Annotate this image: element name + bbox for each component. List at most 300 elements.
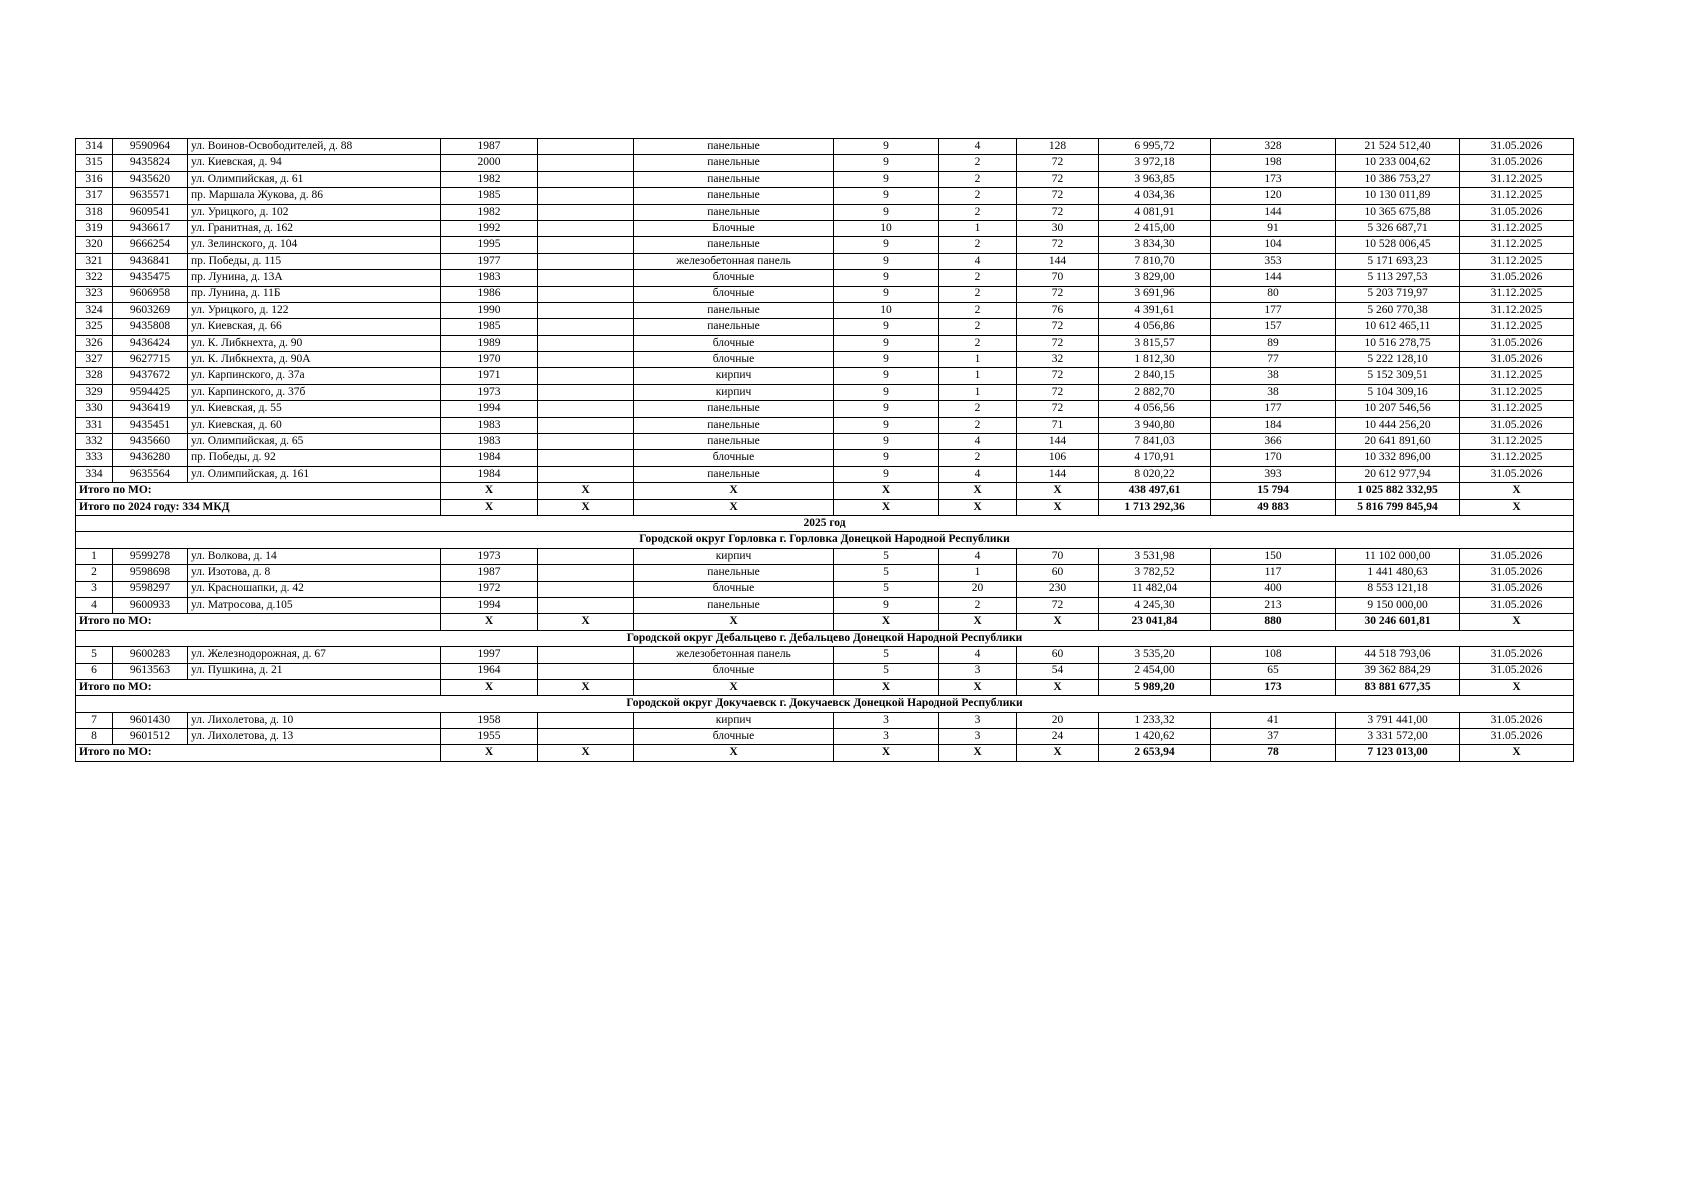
table-row bbox=[76, 466, 1574, 482]
address-cell: ул. Урицкого, д. 122 bbox=[188, 302, 441, 318]
row-number-cell: 315 bbox=[76, 155, 113, 171]
table-row bbox=[76, 368, 1574, 384]
row-number-cell: 325 bbox=[76, 319, 113, 335]
floors-cell: 9 bbox=[834, 188, 939, 204]
apartments-cell: 72 bbox=[1017, 155, 1099, 171]
floors-cell: 9 bbox=[834, 139, 939, 155]
area-cell: 2 415,00 bbox=[1099, 220, 1211, 236]
area-cell: 1 420,62 bbox=[1099, 729, 1211, 745]
floors-cell: 9 bbox=[834, 335, 939, 351]
x-cell: X bbox=[538, 745, 634, 761]
deadline-cell: 31.05.2026 bbox=[1460, 335, 1574, 351]
address-cell: ул. Железнодорожная, д. 67 bbox=[188, 647, 441, 663]
residents-cell: 104 bbox=[1211, 237, 1336, 253]
cost-cell: 5 260 770,38 bbox=[1336, 302, 1460, 318]
x-cell: X bbox=[441, 483, 538, 499]
house-id-cell: 9627715 bbox=[113, 352, 188, 368]
area-cell: 3 691,96 bbox=[1099, 286, 1211, 302]
year-cell: 1994 bbox=[441, 401, 538, 417]
house-id-cell: 9435451 bbox=[113, 417, 188, 433]
apartments-cell: 230 bbox=[1017, 581, 1099, 597]
total-residents-cell: 15 794 bbox=[1211, 483, 1336, 499]
area-cell: 6 995,72 bbox=[1099, 139, 1211, 155]
house-id-cell: 9435620 bbox=[113, 171, 188, 187]
row-number-cell: 330 bbox=[76, 401, 113, 417]
total-cost-cell: 1 025 882 332,95 bbox=[1336, 483, 1460, 499]
area-cell: 4 170,91 bbox=[1099, 450, 1211, 466]
year-cell: 1982 bbox=[441, 171, 538, 187]
residents-cell: 65 bbox=[1211, 663, 1336, 679]
address-cell: ул. Волкова, д. 14 bbox=[188, 548, 441, 564]
x-cell: X bbox=[538, 499, 634, 515]
table-row bbox=[76, 729, 1574, 745]
area-cell: 8 020,22 bbox=[1099, 466, 1211, 482]
apartments-cell: 71 bbox=[1017, 417, 1099, 433]
floors-cell: 9 bbox=[834, 417, 939, 433]
area-cell: 4 081,91 bbox=[1099, 204, 1211, 220]
deadline-cell: 31.05.2026 bbox=[1460, 581, 1574, 597]
row-number-cell: 333 bbox=[76, 450, 113, 466]
year-cell: 1958 bbox=[441, 712, 538, 728]
area-cell: 4 391,61 bbox=[1099, 302, 1211, 318]
floors-cell: 9 bbox=[834, 450, 939, 466]
table-row bbox=[76, 155, 1574, 171]
wall-material-cell: блочные bbox=[634, 663, 834, 679]
floors-cell: 10 bbox=[834, 220, 939, 236]
house-id-cell: 9436419 bbox=[113, 401, 188, 417]
area-cell: 4 034,36 bbox=[1099, 188, 1211, 204]
deadline-cell: 31.05.2026 bbox=[1460, 712, 1574, 728]
year-cell: 1994 bbox=[441, 597, 538, 613]
year-cell: 1987 bbox=[441, 139, 538, 155]
table-row bbox=[76, 237, 1574, 253]
area-cell: 4 245,30 bbox=[1099, 597, 1211, 613]
area-cell: 3 834,30 bbox=[1099, 237, 1211, 253]
residents-cell: 157 bbox=[1211, 319, 1336, 335]
deadline-cell: 31.12.2025 bbox=[1460, 319, 1574, 335]
residents-cell: 38 bbox=[1211, 384, 1336, 400]
apartments-cell: 72 bbox=[1017, 319, 1099, 335]
residents-cell: 108 bbox=[1211, 647, 1336, 663]
table-row bbox=[76, 565, 1574, 581]
cost-cell: 8 553 121,18 bbox=[1336, 581, 1460, 597]
empty-cell bbox=[538, 450, 634, 466]
wall-material-cell: блочные bbox=[634, 286, 834, 302]
floors-cell: 9 bbox=[834, 237, 939, 253]
cost-cell: 10 233 004,62 bbox=[1336, 155, 1460, 171]
address-cell: ул. Карпинского, д. 37а bbox=[188, 368, 441, 384]
residents-cell: 150 bbox=[1211, 548, 1336, 564]
entrances-cell: 1 bbox=[939, 384, 1017, 400]
section-header: 2025 год bbox=[76, 515, 1574, 531]
apartments-cell: 30 bbox=[1017, 220, 1099, 236]
total-area-cell: 438 497,61 bbox=[1099, 483, 1211, 499]
apartments-cell: 70 bbox=[1017, 270, 1099, 286]
section-header: Городской округ Докучаевск г. Докучаевск Донецкой Народной Республики bbox=[76, 696, 1574, 712]
deadline-cell: 31.12.2025 bbox=[1460, 237, 1574, 253]
year-cell: 1984 bbox=[441, 450, 538, 466]
section-header-row bbox=[76, 696, 1574, 712]
address-cell: ул. Киевская, д. 60 bbox=[188, 417, 441, 433]
apartments-cell: 72 bbox=[1017, 368, 1099, 384]
deadline-cell: 31.12.2025 bbox=[1460, 401, 1574, 417]
empty-cell bbox=[538, 188, 634, 204]
area-cell: 3 963,85 bbox=[1099, 171, 1211, 187]
residents-cell: 177 bbox=[1211, 302, 1336, 318]
residents-cell: 184 bbox=[1211, 417, 1336, 433]
house-id-cell: 9598297 bbox=[113, 581, 188, 597]
wall-material-cell: кирпич bbox=[634, 368, 834, 384]
entrances-cell: 4 bbox=[939, 647, 1017, 663]
address-cell: ул. Лихолетова, д. 13 bbox=[188, 729, 441, 745]
table-row bbox=[76, 319, 1574, 335]
deadline-cell: 31.05.2026 bbox=[1460, 352, 1574, 368]
row-number-cell: 316 bbox=[76, 171, 113, 187]
row-number-cell: 6 bbox=[76, 663, 113, 679]
entrances-cell: 2 bbox=[939, 417, 1017, 433]
x-cell: X bbox=[441, 745, 538, 761]
floors-cell: 9 bbox=[834, 352, 939, 368]
wall-material-cell: Блочные bbox=[634, 220, 834, 236]
wall-material-cell: панельные bbox=[634, 302, 834, 318]
entrances-cell: 2 bbox=[939, 270, 1017, 286]
floors-cell: 9 bbox=[834, 270, 939, 286]
address-cell: пр. Победы, д. 92 bbox=[188, 450, 441, 466]
address-cell: ул. Изотова, д. 8 bbox=[188, 565, 441, 581]
total-residents-cell: 78 bbox=[1211, 745, 1336, 761]
cost-cell: 10 516 278,75 bbox=[1336, 335, 1460, 351]
empty-cell bbox=[538, 237, 634, 253]
wall-material-cell: блочные bbox=[634, 352, 834, 368]
total-area-cell: 23 041,84 bbox=[1099, 614, 1211, 630]
house-id-cell: 9436841 bbox=[113, 253, 188, 269]
floors-cell: 5 bbox=[834, 581, 939, 597]
house-id-cell: 9435475 bbox=[113, 270, 188, 286]
total-row bbox=[76, 745, 1574, 761]
total-area-cell: 1 713 292,36 bbox=[1099, 499, 1211, 515]
entrances-cell: 2 bbox=[939, 155, 1017, 171]
table-row bbox=[76, 663, 1574, 679]
residents-cell: 80 bbox=[1211, 286, 1336, 302]
floors-cell: 9 bbox=[834, 401, 939, 417]
floors-cell: 3 bbox=[834, 712, 939, 728]
empty-cell bbox=[538, 417, 634, 433]
wall-material-cell: панельные bbox=[634, 417, 834, 433]
table-row bbox=[76, 335, 1574, 351]
x-cell: X bbox=[634, 499, 834, 515]
house-id-cell: 9600933 bbox=[113, 597, 188, 613]
total-area-cell: 2 653,94 bbox=[1099, 745, 1211, 761]
floors-cell: 9 bbox=[834, 368, 939, 384]
apartments-cell: 60 bbox=[1017, 565, 1099, 581]
wall-material-cell: кирпич bbox=[634, 712, 834, 728]
area-cell: 4 056,56 bbox=[1099, 401, 1211, 417]
wall-material-cell: панельные bbox=[634, 597, 834, 613]
entrances-cell: 20 bbox=[939, 581, 1017, 597]
wall-material-cell: блочные bbox=[634, 729, 834, 745]
floors-cell: 9 bbox=[834, 253, 939, 269]
deadline-cell: 31.12.2025 bbox=[1460, 302, 1574, 318]
house-id-cell: 9435824 bbox=[113, 155, 188, 171]
row-number-cell: 7 bbox=[76, 712, 113, 728]
apartments-cell: 72 bbox=[1017, 597, 1099, 613]
year-cell: 1983 bbox=[441, 434, 538, 450]
x-cell: X bbox=[1017, 483, 1099, 499]
table-row bbox=[76, 434, 1574, 450]
address-cell: ул. Киевская, д. 66 bbox=[188, 319, 441, 335]
entrances-cell: 1 bbox=[939, 352, 1017, 368]
house-id-cell: 9435808 bbox=[113, 319, 188, 335]
empty-cell bbox=[538, 204, 634, 220]
cost-cell: 10 130 011,89 bbox=[1336, 188, 1460, 204]
x-cell: X bbox=[538, 679, 634, 695]
house-id-cell: 9599278 bbox=[113, 548, 188, 564]
x-cell: X bbox=[441, 679, 538, 695]
entrances-cell: 4 bbox=[939, 434, 1017, 450]
house-id-cell: 9437672 bbox=[113, 368, 188, 384]
area-cell: 3 829,00 bbox=[1099, 270, 1211, 286]
house-id-cell: 9601430 bbox=[113, 712, 188, 728]
year-cell: 1986 bbox=[441, 286, 538, 302]
houses-table bbox=[75, 138, 1574, 762]
area-cell: 7 810,70 bbox=[1099, 253, 1211, 269]
apartments-cell: 72 bbox=[1017, 237, 1099, 253]
row-number-cell: 328 bbox=[76, 368, 113, 384]
wall-material-cell: железобетонная панель bbox=[634, 647, 834, 663]
empty-cell bbox=[538, 466, 634, 482]
year-cell: 1997 bbox=[441, 647, 538, 663]
table-row bbox=[76, 647, 1574, 663]
empty-cell bbox=[538, 647, 634, 663]
floors-cell: 5 bbox=[834, 565, 939, 581]
empty-cell bbox=[538, 434, 634, 450]
cost-cell: 5 152 309,51 bbox=[1336, 368, 1460, 384]
x-cell: X bbox=[1460, 679, 1574, 695]
apartments-cell: 72 bbox=[1017, 384, 1099, 400]
area-cell: 2 454,00 bbox=[1099, 663, 1211, 679]
year-cell: 1972 bbox=[441, 581, 538, 597]
entrances-cell: 1 bbox=[939, 368, 1017, 384]
deadline-cell: 31.05.2026 bbox=[1460, 647, 1574, 663]
row-number-cell: 321 bbox=[76, 253, 113, 269]
total-residents-cell: 49 883 bbox=[1211, 499, 1336, 515]
table-row bbox=[76, 270, 1574, 286]
address-cell: пр. Маршала Жукова, д. 86 bbox=[188, 188, 441, 204]
entrances-cell: 3 bbox=[939, 712, 1017, 728]
wall-material-cell: панельные bbox=[634, 188, 834, 204]
wall-material-cell: кирпич bbox=[634, 548, 834, 564]
floors-cell: 9 bbox=[834, 286, 939, 302]
cost-cell: 5 203 719,97 bbox=[1336, 286, 1460, 302]
row-number-cell: 334 bbox=[76, 466, 113, 482]
wall-material-cell: панельные bbox=[634, 434, 834, 450]
total-residents-cell: 880 bbox=[1211, 614, 1336, 630]
house-id-cell: 9590964 bbox=[113, 139, 188, 155]
total-label: Итого по 2024 году: 334 МКД bbox=[76, 499, 441, 515]
x-cell: X bbox=[1017, 614, 1099, 630]
floors-cell: 9 bbox=[834, 171, 939, 187]
row-number-cell: 5 bbox=[76, 647, 113, 663]
area-cell: 7 841,03 bbox=[1099, 434, 1211, 450]
x-cell: X bbox=[538, 483, 634, 499]
entrances-cell: 1 bbox=[939, 220, 1017, 236]
x-cell: X bbox=[1017, 679, 1099, 695]
deadline-cell: 31.12.2025 bbox=[1460, 434, 1574, 450]
entrances-cell: 1 bbox=[939, 565, 1017, 581]
deadline-cell: 31.12.2025 bbox=[1460, 450, 1574, 466]
apartments-cell: 72 bbox=[1017, 335, 1099, 351]
address-cell: ул. Красношапки, д. 42 bbox=[188, 581, 441, 597]
cost-cell: 5 113 297,53 bbox=[1336, 270, 1460, 286]
empty-cell bbox=[538, 335, 634, 351]
x-cell: X bbox=[1460, 483, 1574, 499]
table-row bbox=[76, 401, 1574, 417]
deadline-cell: 31.05.2026 bbox=[1460, 597, 1574, 613]
empty-cell bbox=[538, 155, 634, 171]
residents-cell: 213 bbox=[1211, 597, 1336, 613]
deadline-cell: 31.05.2026 bbox=[1460, 663, 1574, 679]
cost-cell: 9 150 000,00 bbox=[1336, 597, 1460, 613]
row-number-cell: 327 bbox=[76, 352, 113, 368]
house-id-cell: 9600283 bbox=[113, 647, 188, 663]
area-cell: 3 940,80 bbox=[1099, 417, 1211, 433]
table-row bbox=[76, 548, 1574, 564]
area-cell: 3 535,20 bbox=[1099, 647, 1211, 663]
apartments-cell: 144 bbox=[1017, 466, 1099, 482]
entrances-cell: 2 bbox=[939, 286, 1017, 302]
apartments-cell: 72 bbox=[1017, 204, 1099, 220]
wall-material-cell: блочные bbox=[634, 270, 834, 286]
cost-cell: 10 612 465,11 bbox=[1336, 319, 1460, 335]
area-cell: 3 531,98 bbox=[1099, 548, 1211, 564]
floors-cell: 5 bbox=[834, 663, 939, 679]
total-cost-cell: 83 881 677,35 bbox=[1336, 679, 1460, 695]
floors-cell: 5 bbox=[834, 548, 939, 564]
empty-cell bbox=[538, 220, 634, 236]
table-row bbox=[76, 171, 1574, 187]
x-cell: X bbox=[634, 679, 834, 695]
residents-cell: 177 bbox=[1211, 401, 1336, 417]
house-id-cell: 9598698 bbox=[113, 565, 188, 581]
area-cell: 2 840,15 bbox=[1099, 368, 1211, 384]
floors-cell: 5 bbox=[834, 647, 939, 663]
x-cell: X bbox=[441, 614, 538, 630]
empty-cell bbox=[538, 253, 634, 269]
residents-cell: 38 bbox=[1211, 368, 1336, 384]
address-cell: пр. Лунина, д. 13А bbox=[188, 270, 441, 286]
address-cell: пр. Лунина, д. 11Б bbox=[188, 286, 441, 302]
residents-cell: 77 bbox=[1211, 352, 1336, 368]
apartments-cell: 144 bbox=[1017, 434, 1099, 450]
empty-cell bbox=[538, 368, 634, 384]
x-cell: X bbox=[939, 745, 1017, 761]
section-header-row bbox=[76, 515, 1574, 531]
deadline-cell: 31.05.2026 bbox=[1460, 417, 1574, 433]
wall-material-cell: панельные bbox=[634, 565, 834, 581]
address-cell: ул. Воинов-Освободителей, д. 88 bbox=[188, 139, 441, 155]
empty-cell bbox=[538, 597, 634, 613]
row-number-cell: 322 bbox=[76, 270, 113, 286]
address-cell: ул. Гранитная, д. 162 bbox=[188, 220, 441, 236]
house-id-cell: 9601512 bbox=[113, 729, 188, 745]
empty-cell bbox=[538, 270, 634, 286]
residents-cell: 89 bbox=[1211, 335, 1336, 351]
residents-cell: 353 bbox=[1211, 253, 1336, 269]
address-cell: ул. Урицкого, д. 102 bbox=[188, 204, 441, 220]
year-cell: 1984 bbox=[441, 466, 538, 482]
row-number-cell: 1 bbox=[76, 548, 113, 564]
floors-cell: 9 bbox=[834, 384, 939, 400]
floors-cell: 9 bbox=[834, 466, 939, 482]
total-residents-cell: 173 bbox=[1211, 679, 1336, 695]
address-cell: ул. Олимпийская, д. 61 bbox=[188, 171, 441, 187]
total-cost-cell: 5 816 799 845,94 bbox=[1336, 499, 1460, 515]
apartments-cell: 32 bbox=[1017, 352, 1099, 368]
house-id-cell: 9635564 bbox=[113, 466, 188, 482]
row-number-cell: 8 bbox=[76, 729, 113, 745]
table-row bbox=[76, 384, 1574, 400]
cost-cell: 3 331 572,00 bbox=[1336, 729, 1460, 745]
residents-cell: 328 bbox=[1211, 139, 1336, 155]
x-cell: X bbox=[441, 499, 538, 515]
residents-cell: 400 bbox=[1211, 581, 1336, 597]
address-cell: ул. Олимпийская, д. 65 bbox=[188, 434, 441, 450]
entrances-cell: 2 bbox=[939, 188, 1017, 204]
residents-cell: 173 bbox=[1211, 171, 1336, 187]
house-id-cell: 9436424 bbox=[113, 335, 188, 351]
cost-cell: 10 386 753,27 bbox=[1336, 171, 1460, 187]
area-cell: 11 482,04 bbox=[1099, 581, 1211, 597]
year-cell: 1989 bbox=[441, 335, 538, 351]
house-id-cell: 9436280 bbox=[113, 450, 188, 466]
x-cell: X bbox=[834, 745, 939, 761]
address-cell: ул. К. Либкнехта, д. 90 bbox=[188, 335, 441, 351]
year-cell: 1970 bbox=[441, 352, 538, 368]
cost-cell: 20 612 977,94 bbox=[1336, 466, 1460, 482]
entrances-cell: 4 bbox=[939, 548, 1017, 564]
deadline-cell: 31.05.2026 bbox=[1460, 466, 1574, 482]
residents-cell: 366 bbox=[1211, 434, 1336, 450]
table-row bbox=[76, 286, 1574, 302]
apartments-cell: 76 bbox=[1017, 302, 1099, 318]
wall-material-cell: блочные bbox=[634, 335, 834, 351]
address-cell: ул. Зелинского, д. 104 bbox=[188, 237, 441, 253]
cost-cell: 10 332 896,00 bbox=[1336, 450, 1460, 466]
area-cell: 4 056,86 bbox=[1099, 319, 1211, 335]
cost-cell: 10 444 256,20 bbox=[1336, 417, 1460, 433]
table-row bbox=[76, 597, 1574, 613]
cost-cell: 5 222 128,10 bbox=[1336, 352, 1460, 368]
year-cell: 1995 bbox=[441, 237, 538, 253]
residents-cell: 41 bbox=[1211, 712, 1336, 728]
floors-cell: 10 bbox=[834, 302, 939, 318]
area-cell: 1 233,32 bbox=[1099, 712, 1211, 728]
wall-material-cell: панельные bbox=[634, 171, 834, 187]
total-row bbox=[76, 679, 1574, 695]
deadline-cell: 31.05.2026 bbox=[1460, 548, 1574, 564]
address-cell: ул. Пушкина, д. 21 bbox=[188, 663, 441, 679]
address-cell: ул. Олимпийская, д. 161 bbox=[188, 466, 441, 482]
apartments-cell: 70 bbox=[1017, 548, 1099, 564]
area-cell: 3 782,52 bbox=[1099, 565, 1211, 581]
year-cell: 1985 bbox=[441, 319, 538, 335]
empty-cell bbox=[538, 663, 634, 679]
year-cell: 1973 bbox=[441, 384, 538, 400]
wall-material-cell: панельные bbox=[634, 466, 834, 482]
year-cell: 1983 bbox=[441, 417, 538, 433]
floors-cell: 9 bbox=[834, 597, 939, 613]
house-id-cell: 9603269 bbox=[113, 302, 188, 318]
